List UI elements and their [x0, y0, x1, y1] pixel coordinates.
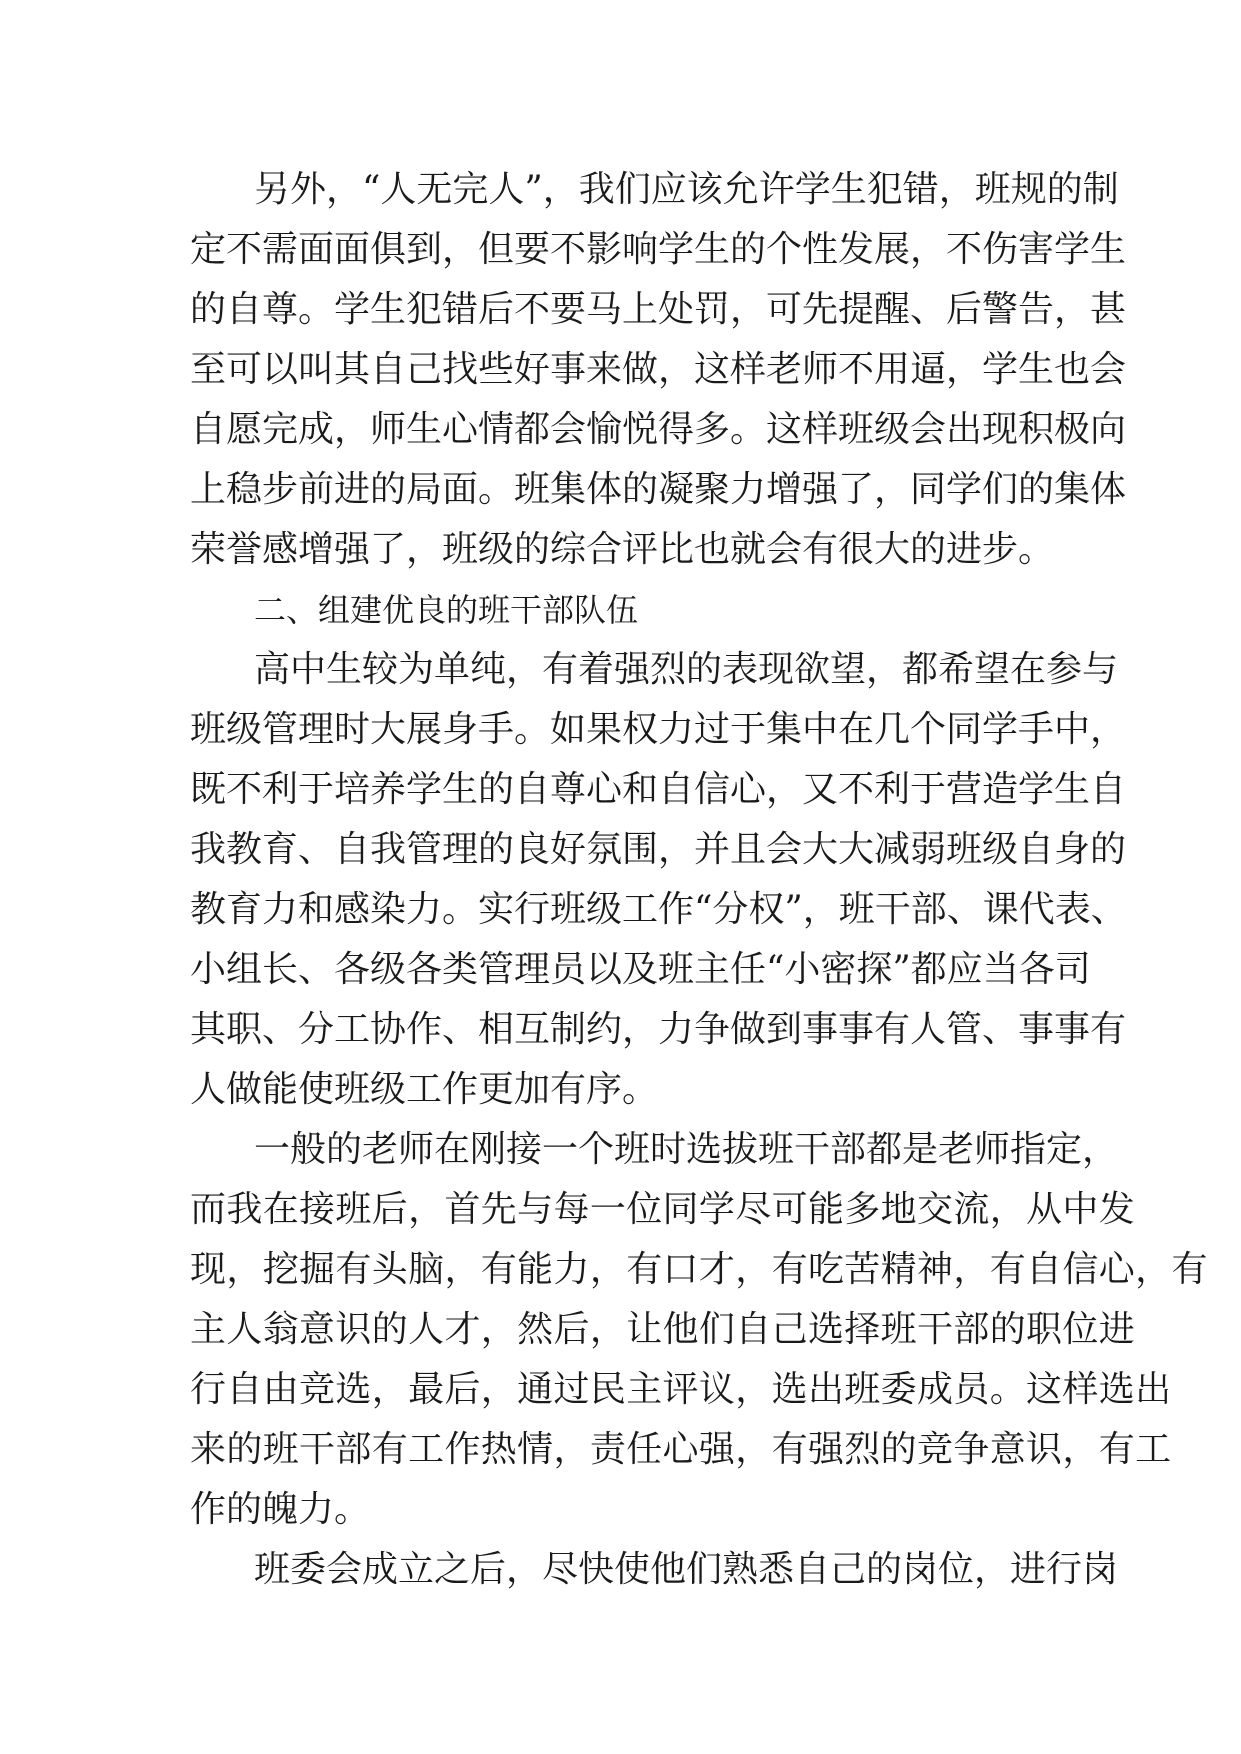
- body-text: [190, 160, 1208, 1600]
- paragraph-line: 教育力和感染力。实行班级工作“分权”，班干部、课代表、: [190, 889, 1127, 930]
- paragraph-line: 而我在接班后，首先与每一位同学尽可能多地交流，从中发: [190, 1189, 1136, 1230]
- paragraph-line: 至可以叫其自己找些好事来做，这样老师不用逼，学生也会: [190, 349, 1127, 390]
- paragraph-line: 班委会成立之后，尽快使他们熟悉自己的岗位，进行岗: [254, 1549, 1119, 1590]
- paragraph-line: 另外，“人无完人”，我们应该允许学生犯错，班规的制: [254, 169, 1119, 210]
- paragraph-line: 主人翁意识的人才，然后，让他们自己选择班干部的职位进: [190, 1309, 1136, 1350]
- paragraph-line: 班级管理时大展身手。如果权力过于集中在几个同学手中，: [190, 709, 1127, 750]
- paragraph-line: 的自尊。学生犯错后不要马上处罚，可先提醒、后警告，甚: [190, 289, 1127, 330]
- paragraph-line: 其职、分工协作、相互制约，力争做到事事有人管、事事有: [190, 1009, 1127, 1050]
- paragraph-line: 荣誉感增强了，班级的综合评比也就会有很大的进步。: [190, 529, 1055, 570]
- paragraph-line: 行自由竞选，最后，通过民主评议，选出班委成员。这样选出: [190, 1369, 1172, 1410]
- paragraph-line: 既不利于培养学生的自尊心和自信心，又不利于营造学生自: [190, 769, 1127, 810]
- paragraph-line: 高中生较为单纯，有着强烈的表现欲望，都希望在参与: [254, 649, 1119, 690]
- paragraph-line: 小组长、各级各类管理员以及班主任“小密探”都应当各司: [190, 949, 1091, 990]
- paragraph-line: 作的魄力。: [190, 1489, 371, 1530]
- paragraph-line: 我教育、自我管理的良好氛围，并且会大大减弱班级自身的: [190, 829, 1127, 870]
- paragraph-line: 来的班干部有工作热情，责任心强，有强烈的竞争意识，有工: [190, 1429, 1172, 1470]
- paragraph-line: 现，挖掘有头脑，有能力，有口才，有吃苦精神，有自信心，有: [190, 1249, 1208, 1290]
- paragraph-line: 人做能使班级工作更加有序。: [190, 1069, 659, 1110]
- paragraph-line: 一般的老师在刚接一个班时选拔班干部都是老师指定，: [254, 1129, 1119, 1170]
- section-heading: 二、组建优良的班干部队伍: [254, 591, 639, 629]
- paragraph-line: 自愿完成，师生心情都会愉悦得多。这样班级会出现积极向: [190, 409, 1127, 450]
- paragraph-line: 上稳步前进的局面。班集体的凝聚力增强了，同学们的集体: [190, 469, 1127, 510]
- paragraph-line: 定不需面面俱到，但要不影响学生的个性发展，不伤害学生: [190, 229, 1127, 270]
